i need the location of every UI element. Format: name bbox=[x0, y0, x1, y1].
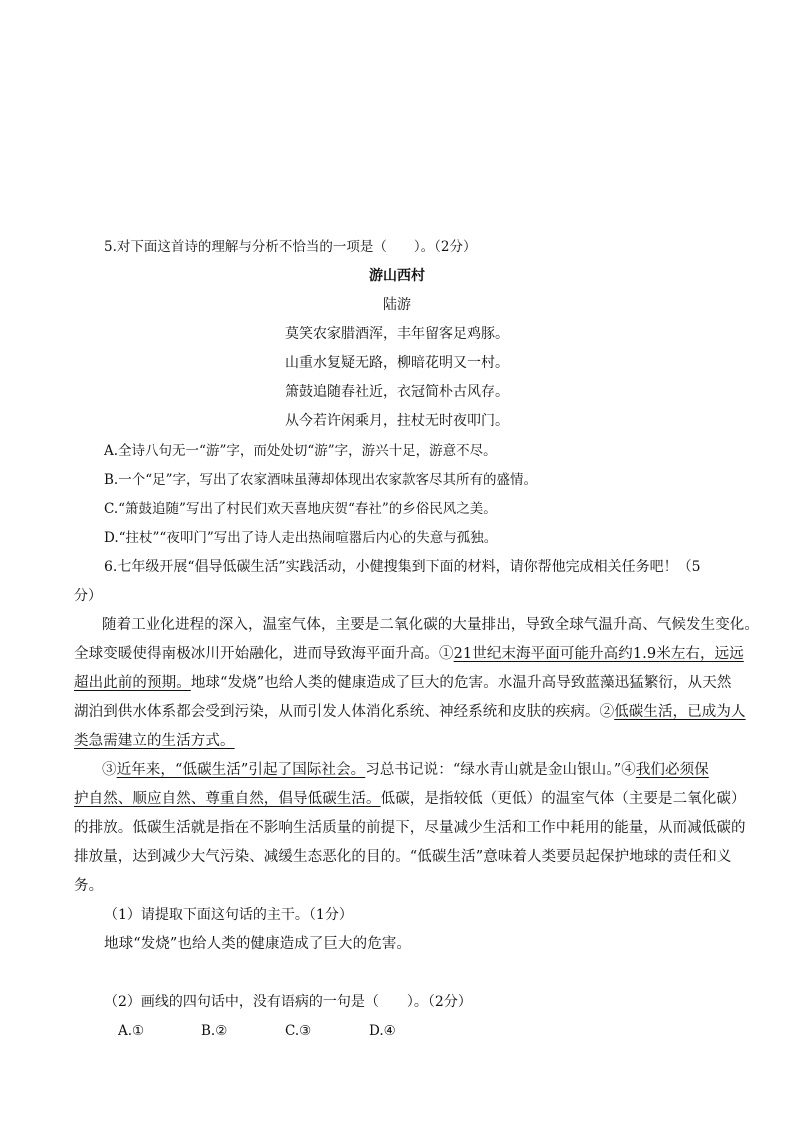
passage-line bbox=[74, 731, 235, 751]
passage-text: 习总书记说：“绿水青山就是金山银山。”④ bbox=[365, 762, 636, 778]
passage-text: 湖泊到供水体系都会受到污染，从而引发人体消化系统、神经系统和皮肤的疾病。② bbox=[74, 704, 615, 720]
passage-line: 务。 bbox=[74, 878, 104, 894]
q6-stem-cont: 分） bbox=[74, 588, 102, 604]
q6-sub1-stem: （1）请提取下面这句话的主干。（1分） bbox=[104, 907, 353, 923]
q5-option-b: B.一个“足”字，写出了农家酒味虽薄却体现出农家款客尽其所有的盛情。 bbox=[104, 472, 538, 488]
answer-choice-b: B.② bbox=[201, 1023, 228, 1039]
q5-option-c: C.“箫鼓追随”写出了村民们欢天喜地庆贺“春社”的乡俗民风之美。 bbox=[104, 501, 497, 517]
passage-line: 随着工业化进程的深入，温室气体，主要是二氧化碳的大量排出，导致全球气温升高、气候发生变化。 bbox=[102, 617, 759, 633]
underlined-sentence-1: 21世纪末海平面可能升高约1.9米左右，远远 bbox=[453, 646, 744, 662]
q5-stem: 5.对下面这首诗的理解与分析不恰当的一项是（ ）。（2分） bbox=[104, 239, 477, 255]
passage-text: 全球变暖使得南极冰川开始融化，进而导致海平面升高。① bbox=[74, 646, 454, 662]
q6-sub2-stem: （2）画线的四句话中，没有语病的一句是（ ）。（2分） bbox=[104, 994, 472, 1010]
q6-stem: 6.七年级开展“倡导低碳生活”实践活动，小健搜集到下面的材料，请你帮他完成相关任务吧！（5 bbox=[104, 559, 701, 575]
passage-line bbox=[74, 789, 746, 809]
poem-author: 陆游 bbox=[383, 297, 411, 313]
passage-text: 地球“发烧”也给人类的健康造成了巨大的危害。水温升高导致蓝藻迅猛繁衍，从天然 bbox=[190, 675, 732, 691]
underlined-sentence-2-cont: 类急需建立的生活方式。 bbox=[74, 733, 235, 749]
answer-choice-a: A.① bbox=[118, 1023, 145, 1039]
underlined-sentence-4-cont: 护自然、顺应自然、尊重自然，倡导低碳生活。 bbox=[74, 791, 381, 807]
passage-line bbox=[102, 760, 709, 780]
poem-line: 莫笑农家腊酒浑，丰年留客足鸡豚。 bbox=[285, 326, 509, 342]
underlined-sentence-3: 近年来，“低碳生活”引起了国际社会。 bbox=[116, 762, 366, 778]
poem-line: 箫鼓追随春社近，衣冠简朴古风存。 bbox=[285, 384, 509, 400]
q5-option-d: D.“拄杖”“夜叩门”写出了诗人走出热闹喧嚣后内心的失意与孤独。 bbox=[104, 530, 498, 546]
passage-line bbox=[74, 673, 731, 693]
poem-line: 从今若许闲乘月，拄杖无时夜叩门。 bbox=[285, 413, 509, 429]
passage-line bbox=[74, 644, 744, 664]
underlined-sentence-4: 我们必须保 bbox=[635, 762, 709, 778]
passage-text: 低碳，是指较低（更低）的温室气体（主要是二氧化碳） bbox=[380, 791, 746, 807]
answer-choice-c: C.③ bbox=[285, 1023, 312, 1039]
underlined-sentence-1-cont: 超出此前的预期。 bbox=[74, 675, 191, 691]
poem-line: 山重水复疑无路，柳暗花明又一村。 bbox=[285, 355, 509, 371]
q5-option-a: A.全诗八句无一“游”字，而处处切“游”字，游兴十足，游意不尽。 bbox=[104, 443, 497, 459]
passage-text: ③ bbox=[102, 762, 117, 778]
passage-line: 排放量，达到减少大气污染、减缓生态恶化的目的。“低碳生活”意味着人类要员起保护地球的责任和义 bbox=[74, 849, 732, 865]
q6-sub1-sentence: 地球“发烧”也给人类的健康造成了巨大的危害。 bbox=[104, 936, 412, 952]
poem-title: 游山西村 bbox=[369, 268, 425, 284]
underlined-sentence-2: 低碳生活，已成为人 bbox=[614, 704, 746, 720]
answer-choice-d: D.④ bbox=[369, 1023, 396, 1039]
passage-line bbox=[74, 702, 746, 722]
passage-line: 的排放。低碳生活就是指在不影响生活质量的前提下，尽量减少生活和工作中耗用的能量，从而减低碳的 bbox=[74, 820, 746, 836]
